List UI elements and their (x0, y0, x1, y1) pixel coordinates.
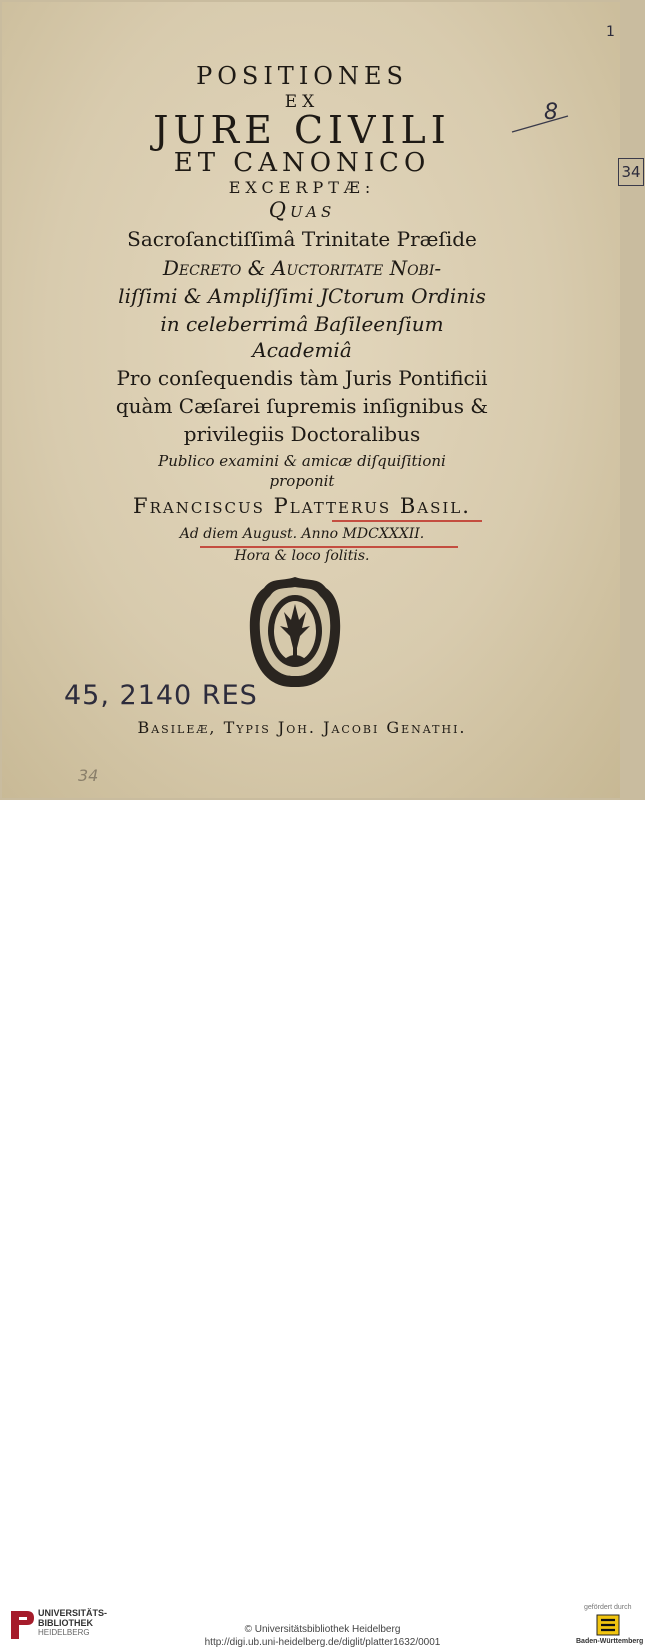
copyright-text: © Universitätsbibliothek Heidelberg (244, 1624, 401, 1635)
library-name-line3: HEIDELBERG (38, 1628, 90, 1637)
library-name-line2: BIBLIOTHEK (38, 1618, 93, 1628)
line-trinitate: Sacroſanctiſſimâ Trinitate Præſide (127, 227, 477, 251)
title-line-ex: EX (284, 92, 320, 112)
footer-bar (0, 800, 645, 1648)
line-decreto: Decreto & Auctoritate Nobi- (162, 256, 442, 280)
line-ad-diem: Ad diem August. Anno MDCXXXII. (179, 526, 425, 542)
line-celeberrima: in celeberrimâ Baſileenſium (160, 312, 444, 336)
printer-device-emblem (242, 574, 348, 690)
red-underline-author (332, 520, 482, 522)
handwritten-margin-box: 34 (618, 158, 644, 186)
line-hora: Hora & loco ſolitis. (234, 548, 370, 564)
line-amplissimi: liſſimi & Ampliſſimi JCtorum Ordinis (118, 284, 486, 308)
title-line-jure-civili: JURE CIVILI (153, 108, 451, 152)
line-doctoralibus: privilegiis Doctoralibus (183, 422, 421, 446)
line-publico-examini: Publico examini & amicæ diſquiſitioni (158, 452, 446, 470)
library-name-line1: UNIVERSITÄTS- (38, 1608, 108, 1618)
scanned-page-area (0, 0, 645, 800)
lion-crest-icon (596, 1614, 620, 1636)
page-url[interactable]: http://digi.ub.uni-heidelberg.de/diglit/platter1632/0001 (204, 1637, 441, 1648)
handwritten-margin-number: 8 (544, 100, 558, 125)
funder-logo (596, 1614, 620, 1640)
line-academia: Academiâ (252, 338, 352, 362)
funder-name: Baden-Württemberg (576, 1638, 644, 1645)
line-imprint: Basileæ, Typis Joh. Jacobi Genathi. (137, 718, 467, 737)
line-caesarei: quàm Cæſarei ſupremis inſignibus & (115, 394, 489, 418)
line-quas: Quas (268, 198, 336, 222)
funded-by-label: gefördert durch (584, 1604, 632, 1611)
handwritten-bottom-note: 34 (78, 766, 99, 785)
title-line-et-canonico: ET CANONICO (173, 148, 431, 178)
line-proponit: proponit (269, 472, 335, 490)
handwritten-shelfmark: 45, 2140 RES (64, 680, 258, 711)
line-author: Franciscus Platterus Baſil. (133, 494, 471, 518)
line-pro-consequendis: Pro conſequendis tàm Juris Pontificii (116, 366, 488, 390)
title-line-excerptae: EXCERPTÆ: (228, 178, 376, 197)
title-line-positiones: POSITIONES (196, 62, 408, 90)
handwritten-corner-number: 1 (606, 24, 615, 40)
